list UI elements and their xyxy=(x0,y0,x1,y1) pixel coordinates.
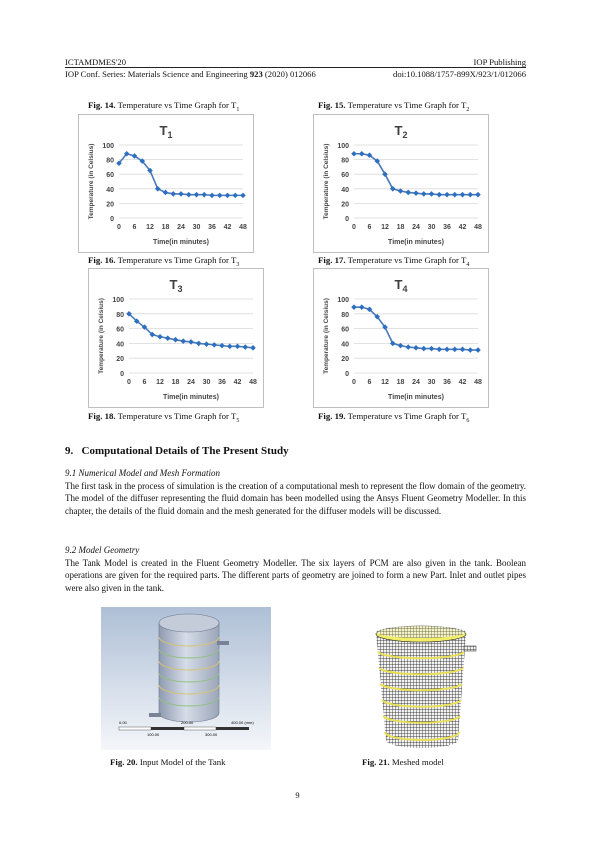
scale-label: 100.00 xyxy=(147,732,160,737)
y-tick-label: 100 xyxy=(112,297,124,304)
data-point xyxy=(460,347,466,353)
caption-fig14: Fig. 14. Temperature vs Time Graph for $T_1$ xyxy=(88,100,240,113)
x-tick-label: 36 xyxy=(208,224,216,231)
citation-line xyxy=(65,69,526,79)
y-axis-label: Temperature (in Celsius) xyxy=(88,143,95,220)
x-tick-label: 6 xyxy=(367,379,372,386)
x-tick-label: 0 xyxy=(127,379,131,386)
scale-label: 400.00 (mm) xyxy=(231,720,254,725)
y-tick-label: 40 xyxy=(116,341,124,349)
data-point xyxy=(250,345,256,351)
y-tick-label: 20 xyxy=(106,201,114,209)
data-point xyxy=(436,192,442,198)
caption-fig15: Fig. 15. Temperature vs Time Graph for $T_2$ xyxy=(318,100,470,113)
data-point xyxy=(452,347,458,353)
y-tick-label: 100 xyxy=(337,143,349,150)
subsection-title: 9.1 Numerical Model and Mesh Formation xyxy=(65,468,220,478)
chart-t2 xyxy=(313,114,489,253)
tank-model-render xyxy=(101,607,271,750)
data-point xyxy=(170,191,176,197)
data-point xyxy=(452,192,458,198)
data-point xyxy=(165,335,171,341)
page-number: 9 xyxy=(295,790,300,800)
x-tick-label: 12 xyxy=(381,224,389,231)
data-point xyxy=(209,193,215,199)
x-tick-label: 30 xyxy=(202,379,211,386)
chart-t3-svg xyxy=(89,269,263,407)
x-tick-label: 12 xyxy=(381,379,389,386)
caption-fig18: Fig. 18. Temperature vs Time Graph for $T_5$ xyxy=(88,411,240,424)
x-tick-label: 42 xyxy=(223,224,232,231)
x-tick-label: 0 xyxy=(352,379,356,386)
chart-t3 xyxy=(88,268,264,408)
y-tick-label: 40 xyxy=(106,186,114,194)
data-point xyxy=(359,304,365,310)
x-tick-label: 12 xyxy=(156,379,164,386)
data-point xyxy=(186,192,192,198)
data-point xyxy=(429,191,435,197)
data-point xyxy=(196,341,202,347)
x-tick-label: 36 xyxy=(218,379,226,386)
chart-title: $T_1$ xyxy=(159,123,173,140)
x-tick-label: 42 xyxy=(458,379,467,386)
x-axis-label: Time(in minutes) xyxy=(163,394,219,401)
chart-title: $T_2$ xyxy=(394,123,408,140)
running-header xyxy=(65,57,526,67)
data-point xyxy=(436,347,442,353)
x-tick-label: 30 xyxy=(192,224,201,231)
chart-t1-svg xyxy=(79,115,253,252)
x-tick-label: 36 xyxy=(443,224,451,231)
x-tick-label: 0 xyxy=(117,224,121,231)
x-tick-label: 24 xyxy=(412,379,420,386)
chart-title: $T_3$ xyxy=(169,277,183,294)
header-rule xyxy=(65,67,526,68)
y-tick-label: 80 xyxy=(341,157,349,165)
y-tick-label: 100 xyxy=(337,297,349,304)
x-tick-label: 24 xyxy=(187,379,195,386)
data-point xyxy=(444,347,450,353)
data-point xyxy=(405,344,411,350)
x-tick-label: 48 xyxy=(474,224,482,231)
x-tick-label: 24 xyxy=(177,224,185,231)
data-point xyxy=(225,193,231,199)
x-tick-label: 18 xyxy=(171,379,180,386)
data-point xyxy=(242,344,248,350)
data-point xyxy=(475,192,481,198)
x-tick-label: 6 xyxy=(142,379,147,386)
data-point xyxy=(235,344,241,350)
y-axis-label: Temperature (in Celsius) xyxy=(323,143,330,220)
x-tick-label: 48 xyxy=(239,224,247,231)
y-tick-label: 40 xyxy=(341,186,349,194)
y-tick-label: 0 xyxy=(345,216,349,223)
x-tick-label: 18 xyxy=(396,379,405,386)
x-tick-label: 18 xyxy=(161,224,170,231)
data-point xyxy=(405,190,411,196)
publisher-name: IOP Publishing xyxy=(473,57,526,67)
data-point xyxy=(351,304,357,310)
data-point xyxy=(155,186,161,192)
data-point xyxy=(188,339,194,345)
x-tick-label: 12 xyxy=(146,224,154,231)
caption-fig19: Fig. 19. Temperature vs Time Graph for $T_6$ xyxy=(318,411,470,424)
data-point xyxy=(163,190,169,196)
y-tick-label: 80 xyxy=(341,311,349,319)
data-point xyxy=(467,347,473,353)
data-point xyxy=(413,190,419,196)
journal-citation: IOP Conf. Series: Materials Science and Engineering 923 (2020) 012066 xyxy=(65,69,316,79)
x-tick-label: 6 xyxy=(367,224,372,231)
section-heading xyxy=(65,445,289,457)
caption-fig17: Fig. 17. Temperature vs Time Graph for $T_4$ xyxy=(318,255,470,268)
data-point xyxy=(240,193,246,199)
x-tick-label: 42 xyxy=(233,379,242,386)
y-axis-label: Temperature (in Celsius) xyxy=(323,298,330,374)
x-tick-label: 42 xyxy=(458,224,467,231)
mesh-render xyxy=(356,622,486,750)
data-point xyxy=(217,193,223,199)
data-point xyxy=(421,191,427,197)
paragraph: The first task in the process of simulation is the creation of a computational mesh to represent the flow domain of the geometry. The model of the diffuser representing the fluid domain has been modelled using the Ansys Fluent Geometry Modeller. In this chapter, the details of the fluid domain and the mesh generated for the diffuser models will be discussed. xyxy=(65,481,526,516)
caption-fig21: Fig. 21. Meshed model xyxy=(362,757,444,767)
y-tick-label: 0 xyxy=(120,371,124,378)
x-axis-label: Time(in minutes) xyxy=(388,239,444,246)
y-axis-label: Temperature (in Celsius) xyxy=(98,298,105,374)
y-tick-label: 20 xyxy=(341,201,349,209)
meshed-model-image xyxy=(356,622,486,750)
y-tick-label: 60 xyxy=(106,172,114,180)
caption-fig20: Fig. 20. Input Model of the Tank xyxy=(110,757,226,767)
x-tick-label: 0 xyxy=(352,224,356,231)
data-point xyxy=(413,345,419,351)
data-point xyxy=(359,151,365,157)
x-tick-label: 18 xyxy=(396,224,405,231)
data-point xyxy=(421,346,427,352)
y-tick-label: 20 xyxy=(116,356,124,364)
data-point xyxy=(429,346,435,352)
x-tick-label: 30 xyxy=(427,224,436,231)
data-point xyxy=(211,342,217,348)
subsection-title: 9.2 Model Geometry xyxy=(65,545,140,555)
y-tick-label: 80 xyxy=(106,157,114,165)
doi: doi:10.1088/1757-899X/923/1/012066 xyxy=(393,69,526,79)
y-tick-label: 0 xyxy=(110,216,114,223)
data-point xyxy=(201,192,207,198)
data-point xyxy=(173,337,179,343)
input-model-image xyxy=(101,607,271,750)
data-point xyxy=(444,192,450,198)
conference-name: ICTAMDMES'20 xyxy=(65,57,127,67)
data-point xyxy=(467,192,473,198)
y-tick-label: 60 xyxy=(341,326,349,334)
scale-label: 200.00 xyxy=(181,720,194,725)
x-tick-label: 24 xyxy=(412,224,420,231)
scale-label: 300.00 xyxy=(205,732,218,737)
y-tick-label: 80 xyxy=(116,311,124,319)
section-number: 9. xyxy=(65,445,74,457)
x-tick-label: 48 xyxy=(474,379,482,386)
y-tick-label: 60 xyxy=(116,326,124,334)
data-point xyxy=(232,193,238,199)
paragraph: The Tank Model is created in the Fluent Geometry Modeller. The six layers of PCM are also given in the tank. Boolean operations are given for the required parts. The different parts of geometry are joined to form a new Part. Inlet and outlet pipes were also given in the tank. xyxy=(65,558,526,593)
x-tick-label: 30 xyxy=(427,379,436,386)
data-point xyxy=(178,191,184,197)
y-tick-label: 40 xyxy=(341,341,349,349)
x-tick-label: 48 xyxy=(249,379,257,386)
data-point xyxy=(390,186,396,192)
y-tick-label: 20 xyxy=(341,356,349,364)
data-point xyxy=(390,341,396,347)
data-point xyxy=(351,151,357,157)
x-axis-label: Time(in minutes) xyxy=(153,239,209,246)
y-tick-label: 0 xyxy=(345,371,349,378)
chart-t4 xyxy=(313,268,489,408)
data-point xyxy=(227,344,233,350)
data-point xyxy=(157,334,163,340)
caption-fig16: Fig. 16. Temperature vs Time Graph for $T_3$ xyxy=(88,255,240,268)
scale-label: 0.00 xyxy=(119,720,127,725)
chart-t4-svg xyxy=(314,269,488,407)
data-point xyxy=(194,192,200,198)
data-point xyxy=(204,341,210,347)
x-tick-label: 6 xyxy=(132,224,137,231)
x-axis-label: Time(in minutes) xyxy=(388,394,444,401)
data-point xyxy=(460,192,466,198)
chart-t1 xyxy=(78,114,254,253)
chart-t2-svg xyxy=(314,115,488,252)
y-tick-label: 100 xyxy=(102,143,114,150)
section-title: Computational Details of The Present Study xyxy=(81,445,289,457)
data-point xyxy=(475,347,481,353)
chart-title: $T_4$ xyxy=(394,277,408,294)
x-tick-label: 36 xyxy=(443,379,451,386)
y-tick-label: 60 xyxy=(341,172,349,180)
